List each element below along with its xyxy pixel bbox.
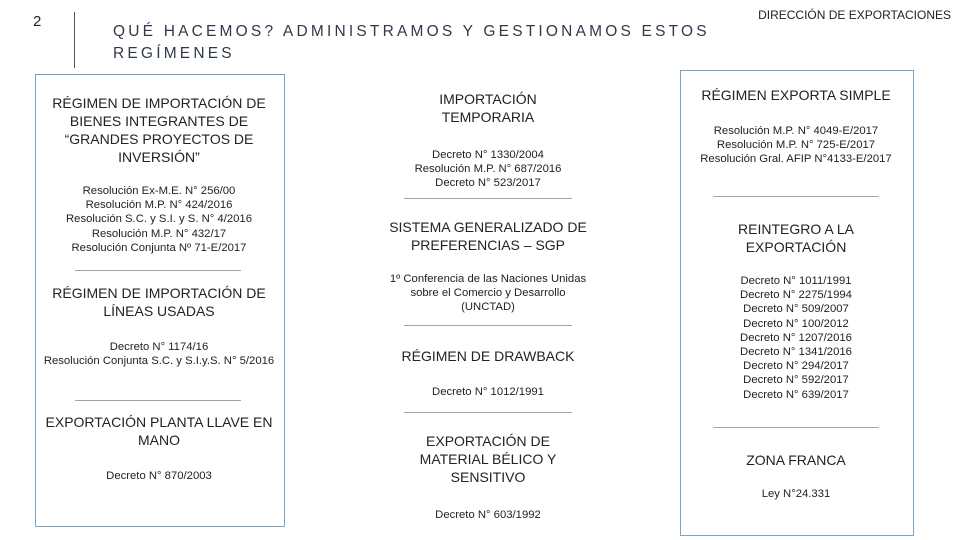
regime-norm: Decreto N° 603/1992 (435, 509, 541, 521)
regime-norm: Resolución Gral. AFIP N°4133-E/2017 (700, 153, 892, 166)
regime-norm: Decreto N° 294/2017 (743, 360, 849, 373)
regime-norm: Decreto N° 1207/2016 (740, 331, 852, 344)
regime-heading: RÉGIMEN DE IMPORTACIÓN DE LÍNEAS USADAS (52, 285, 266, 319)
regime-norm: Resolución M.P. N° 725-E/2017 (716, 139, 876, 152)
separator-line (75, 400, 241, 401)
regime-norm: Decreto N° 1012/1991 (432, 386, 544, 398)
regime-card-planta-llave (40, 413, 278, 483)
regime-norm: Resolución M.P. N° 432/17 (91, 227, 227, 240)
regime-card-lineas-usadas (40, 284, 278, 368)
regime-norm: Resolución M.P. N° 687/2016 (414, 163, 562, 176)
title-divider (74, 12, 75, 68)
regime-norm: Decreto N° 870/2003 (106, 470, 212, 482)
separator-line (404, 412, 572, 413)
regime-norm: Decreto N° 523/2017 (435, 177, 541, 190)
regime-card-sgp (368, 218, 608, 315)
regime-norm: Resolución Conjunta Nº 71-E/2017 (71, 241, 247, 254)
regime-heading: ZONA FRANCA (746, 452, 846, 468)
regime-heading: RÉGIMEN DE IMPORTACIÓN DE BIENES INTEGRANTES DE “GRANDES PROYECTOS DE INVERSIÓN” (52, 95, 266, 165)
regime-card-drawback (368, 347, 608, 399)
regime-norm: Decreto N° 100/2012 (743, 317, 849, 330)
regime-heading: EXPORTACIÓN DE MATERIAL BÉLICO Y SENSITIVO (419, 433, 557, 485)
page-number: 2 (33, 13, 42, 30)
regime-card-importacion-temporaria (398, 90, 578, 191)
regime-norm: Resolución M.P. N° 424/2016 (85, 199, 233, 212)
regime-card-reintegro (700, 220, 892, 402)
regime-norm: Decreto N° 1330/2004 (432, 149, 544, 161)
regime-norm: Resolución Conjunta S.C. y S.I.y.S. N° 5/2016 (43, 355, 275, 368)
regime-card-grandes-proyectos (45, 94, 273, 255)
separator-line (75, 270, 241, 271)
page-title: QUÉ HACEMOS? ADMINISTRAMOS Y GESTIONAMOS ESTOS REGÍMENES (113, 23, 710, 62)
separator-line (404, 325, 572, 326)
regime-norm: 1º Conferencia de las Naciones Unidas (389, 273, 587, 285)
separator-line (713, 196, 879, 197)
regime-norm: Resolución Ex-M.E. N° 256/00 (82, 185, 236, 197)
regime-norm: sobre el Comercio y Desarrollo (410, 287, 566, 300)
regime-card-material-belico (400, 432, 576, 522)
regime-card-zona-franca (700, 451, 892, 501)
regime-norm: Decreto N° 1174/16 (109, 341, 209, 353)
regime-heading: RÉGIMEN EXPORTA SIMPLE (701, 87, 891, 103)
regime-heading: SISTEMA GENERALIZADO DE PREFERENCIAS – SGP (389, 219, 587, 253)
regime-heading: IMPORTACIÓN TEMPORARIA (439, 91, 537, 125)
regime-norm: Decreto N° 2275/1994 (740, 289, 852, 302)
regime-norm: Decreto N° 639/2017 (743, 388, 849, 401)
separator-line (404, 198, 572, 199)
regime-norm: Ley N°24.331 (761, 488, 831, 500)
regime-heading: EXPORTACIÓN PLANTA LLAVE EN MANO (45, 414, 273, 448)
regime-norm: Resolución M.P. N° 4049-E/2017 (713, 125, 879, 137)
regime-norm: Resolución S.C. y S.I. y S. N° 4/2016 (66, 213, 252, 226)
regime-norm: Decreto N° 509/2007 (743, 303, 849, 316)
separator-line (713, 427, 879, 428)
regime-heading: REINTEGRO A LA EXPORTACIÓN (738, 221, 854, 255)
regime-norm: (UNCTAD) (461, 301, 515, 314)
regime-heading: RÉGIMEN DE DRAWBACK (401, 348, 575, 364)
regime-card-exporta-simple (684, 86, 908, 167)
regime-norm: Decreto N° 592/2017 (743, 374, 849, 387)
department-label: DIRECCIÓN DE EXPORTACIONES (758, 8, 951, 22)
regime-norm: Decreto N° 1341/2016 (740, 346, 852, 359)
regime-norm: Decreto N° 1011/1991 (740, 275, 852, 287)
